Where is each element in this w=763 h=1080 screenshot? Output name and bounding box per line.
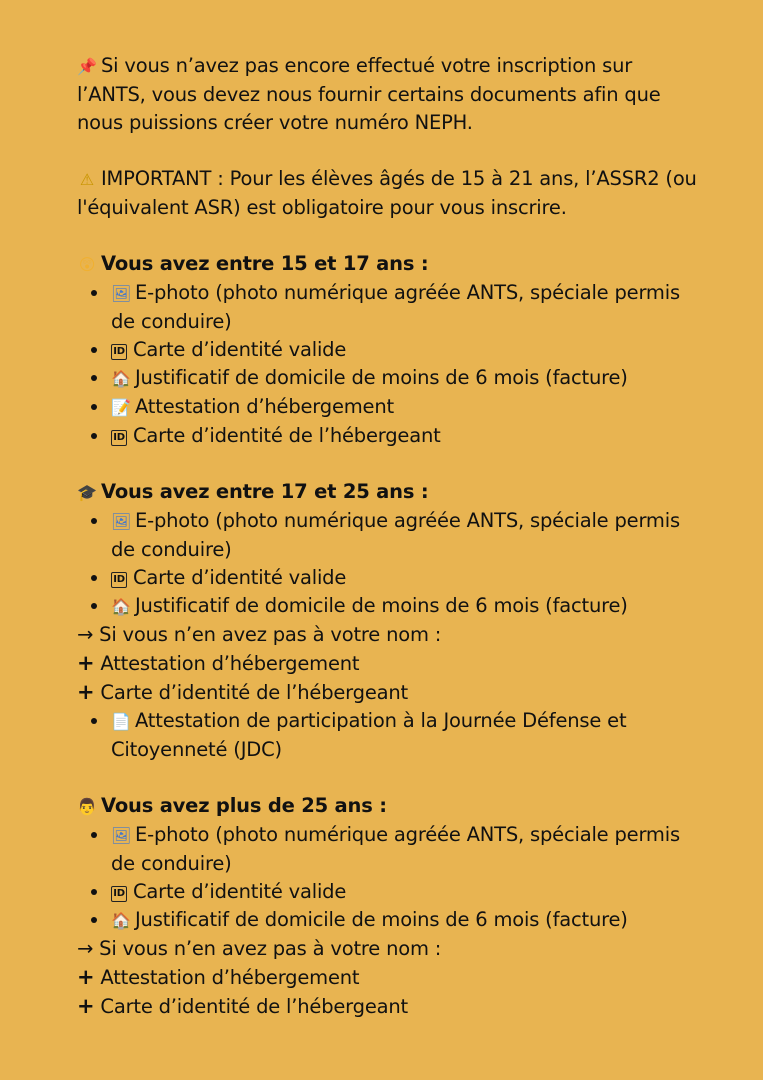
plus-icon: +: [77, 965, 95, 989]
id-icon: ID: [111, 572, 127, 588]
memo-icon: 📝: [111, 398, 131, 417]
face-icon: 😲: [78, 255, 96, 274]
list-item: 🖼 E-photo (photo numérique agréée ANTS, spéciale permis de conduire): [111, 821, 703, 878]
intro-paragraph: [77, 52, 703, 137]
list-item: ID Carte d’identité valide: [111, 564, 703, 592]
important-paragraph: [77, 165, 703, 222]
id-icon: ID: [111, 430, 127, 446]
id-icon: ID: [111, 344, 127, 360]
photo-icon: 🖼: [111, 512, 132, 531]
section-17-25: [77, 478, 703, 764]
list-item: ID Carte d’identité valide: [111, 336, 703, 364]
list-item: 🖼 E-photo (photo numérique agréée ANTS, spéciale permis de conduire): [111, 507, 703, 564]
document-list: [77, 279, 703, 450]
graduate-icon: 🎓: [77, 483, 97, 502]
plus-icon: +: [77, 994, 95, 1018]
warning-icon: ⚠: [79, 170, 95, 189]
list-item: ID Carte d’identité de l’hébergeant: [111, 422, 703, 450]
photo-icon: 🖼: [111, 284, 132, 303]
list-item: 🏠 Justificatif de domicile de moins de 6 mois (facture): [111, 364, 703, 393]
plus-icon: +: [77, 680, 95, 704]
note-line: → Si vous n’en avez pas à votre nom :: [77, 623, 442, 646]
list-item: 📄 Attestation de participation à la Journée Défense et Citoyenneté (JDC): [111, 707, 703, 764]
intro-text: Si vous n’avez pas encore effectué votre inscription sur l’ANTS, vous devez nous fournir certains documents afin que nous puissions créer votre numéro NEPH.: [77, 54, 661, 134]
extra-line: + Carte d’identité de l’hébergeant: [77, 680, 408, 704]
section-heading: 👨 Vous avez plus de 25 ans :: [77, 792, 703, 821]
note-line: → Si vous n’en avez pas à votre nom :: [77, 937, 442, 960]
section-heading: 🎓 Vous avez entre 17 et 25 ans :: [77, 478, 703, 507]
document-icon: 📄: [111, 712, 131, 731]
section-heading: 😲 Vous avez entre 15 et 17 ans :: [77, 250, 703, 279]
adult-icon: 👨: [77, 797, 97, 816]
extra-line: + Carte d’identité de l’hébergeant: [77, 994, 408, 1018]
id-icon: ID: [111, 886, 127, 902]
photo-icon: 🖼: [111, 826, 132, 845]
list-item: 🏠 Justificatif de domicile de moins de 6 mois (facture): [111, 906, 703, 935]
section-25-plus: [77, 792, 703, 1021]
section-15-17: [77, 250, 703, 450]
extra-line: + Attestation d’hébergement: [77, 965, 360, 989]
house-icon: 🏠: [111, 597, 131, 616]
document-list: [77, 821, 703, 935]
house-icon: 🏠: [111, 369, 131, 388]
list-item: ID Carte d’identité valide: [111, 878, 703, 906]
important-text: IMPORTANT : Pour les élèves âgés de 15 à 21 ans, l’ASSR2 (ou l'équivalent ASR) est obligatoire pour vous inscrire.: [77, 167, 697, 219]
pushpin-icon: 📌: [77, 57, 97, 76]
list-item: 🖼 E-photo (photo numérique agréée ANTS, spéciale permis de conduire): [111, 279, 703, 336]
document-list: [77, 507, 703, 621]
extra-line: + Attestation d’hébergement: [77, 651, 360, 675]
list-item: 🏠 Justificatif de domicile de moins de 6 mois (facture): [111, 592, 703, 621]
plus-icon: +: [77, 651, 95, 675]
document-list: [77, 707, 703, 764]
house-icon: 🏠: [111, 911, 131, 930]
list-item: 📝 Attestation d’hébergement: [111, 393, 703, 422]
